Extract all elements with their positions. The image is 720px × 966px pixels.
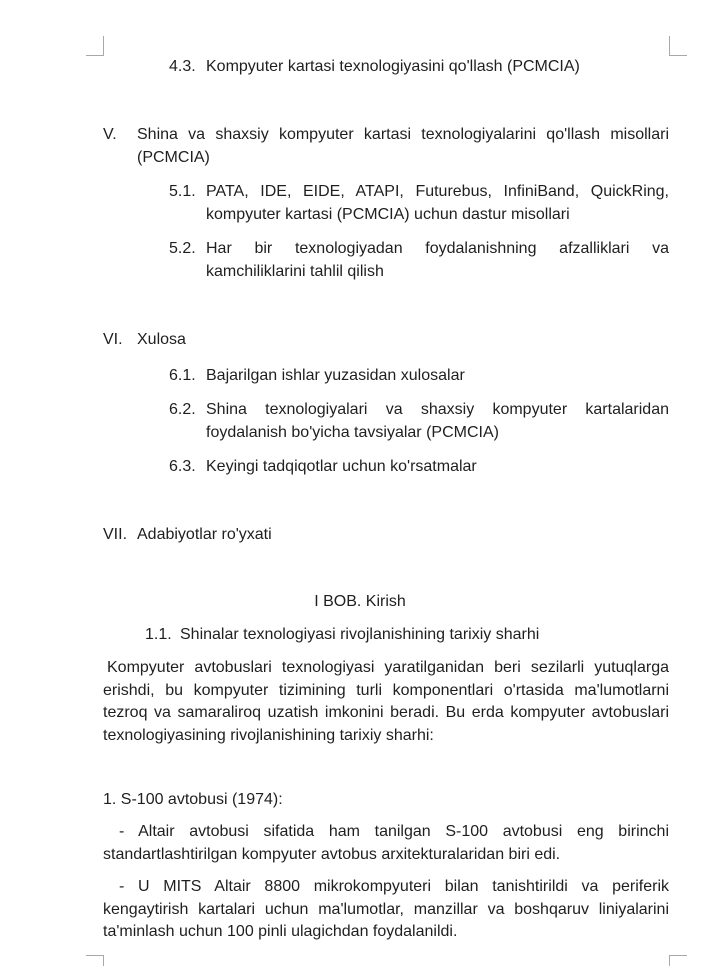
toc-item-text: Kompyuter kartasi texnologiyasini qo'llash (PCMCIA) <box>206 58 580 75</box>
toc-item-text: Keyingi tadqiqotlar uchun ko'rsatmalar <box>206 458 477 475</box>
toc-item-number: 6.2. <box>169 401 196 418</box>
toc-item-text: Har bir texnologiyadan foydalanishning afzalliklari va kamchiliklarini tahlil qilish <box>206 240 669 280</box>
list-heading-s100: 1. S-100 avtobusi (1974): <box>103 791 283 808</box>
list-point: - Altair avtobusi sifatida ham tanilgan S-100 avtobusi eng birinchi standartlashtirilgan kompyuter avtobus arxitekturalaridan biri edi. <box>103 823 669 863</box>
toc-item-number: 5.2. <box>169 240 196 257</box>
chapter-title: I BOB. Kirish <box>314 593 406 610</box>
toc-item-number: 6.3. <box>169 458 196 475</box>
toc-item-text: Shina texnologiyalari va shaxsiy kompyuter kartalaridan foydalanish bo'yicha tavsiyalar (PCMCIA) <box>206 401 669 441</box>
toc-item-number: 6.1. <box>169 367 196 384</box>
intro-paragraph: Kompyuter avtobuslari texnologiyasi yaratilganidan beri sezilarli yutuqlarga erishdi, bu kompyuter tizimining turli komponentlari o'rtasida ma'lumotlarni tezroq va samaraliroq uzatish imkonini beradi. Bu erda kompyuter avtobuslari texnologiyasining rivojlanishining tarixiy sharhi: <box>103 659 669 744</box>
toc-section-number: V. <box>103 126 117 143</box>
toc-section-text: Shina va shaxsiy kompyuter kartasi texnologiyalarini qo'llash misollari (PCMCIA) <box>137 126 669 166</box>
page-corner-mark <box>669 36 687 56</box>
toc-item-text: Bajarilgan ishlar yuzasidan xulosalar <box>206 367 465 384</box>
subsection-number: 1.1. <box>145 626 172 643</box>
toc-item-text: PATA, IDE, EIDE, ATAPI, Futurebus, InfiniBand, QuickRing, kompyuter kartasi (PCMCIA) uchun dastur misollari <box>206 183 669 223</box>
toc-item-number: 5.1. <box>169 183 196 200</box>
list-point: - U MITS Altair 8800 mikrokompyuteri bilan tanishtirildi va periferik kengaytirish kartalari uchun ma'lumotlar, manzillar va boshqaruv liniyalarini ta'minlash uchun 100 pinli ulagichdan foydalanildi. <box>103 878 669 941</box>
subsection-title: Shinalar texnologiyasi rivojlanishining tarixiy sharhi <box>180 626 540 643</box>
toc-section-number: VI. <box>103 331 123 348</box>
toc-section-text: Xulosa <box>137 331 186 348</box>
toc-item-number: 4.3. <box>169 58 196 75</box>
toc-section-text: Adabiyotlar ro'yxati <box>137 526 272 543</box>
page-corner-mark <box>86 36 104 56</box>
toc-section-number: VII. <box>103 526 128 543</box>
